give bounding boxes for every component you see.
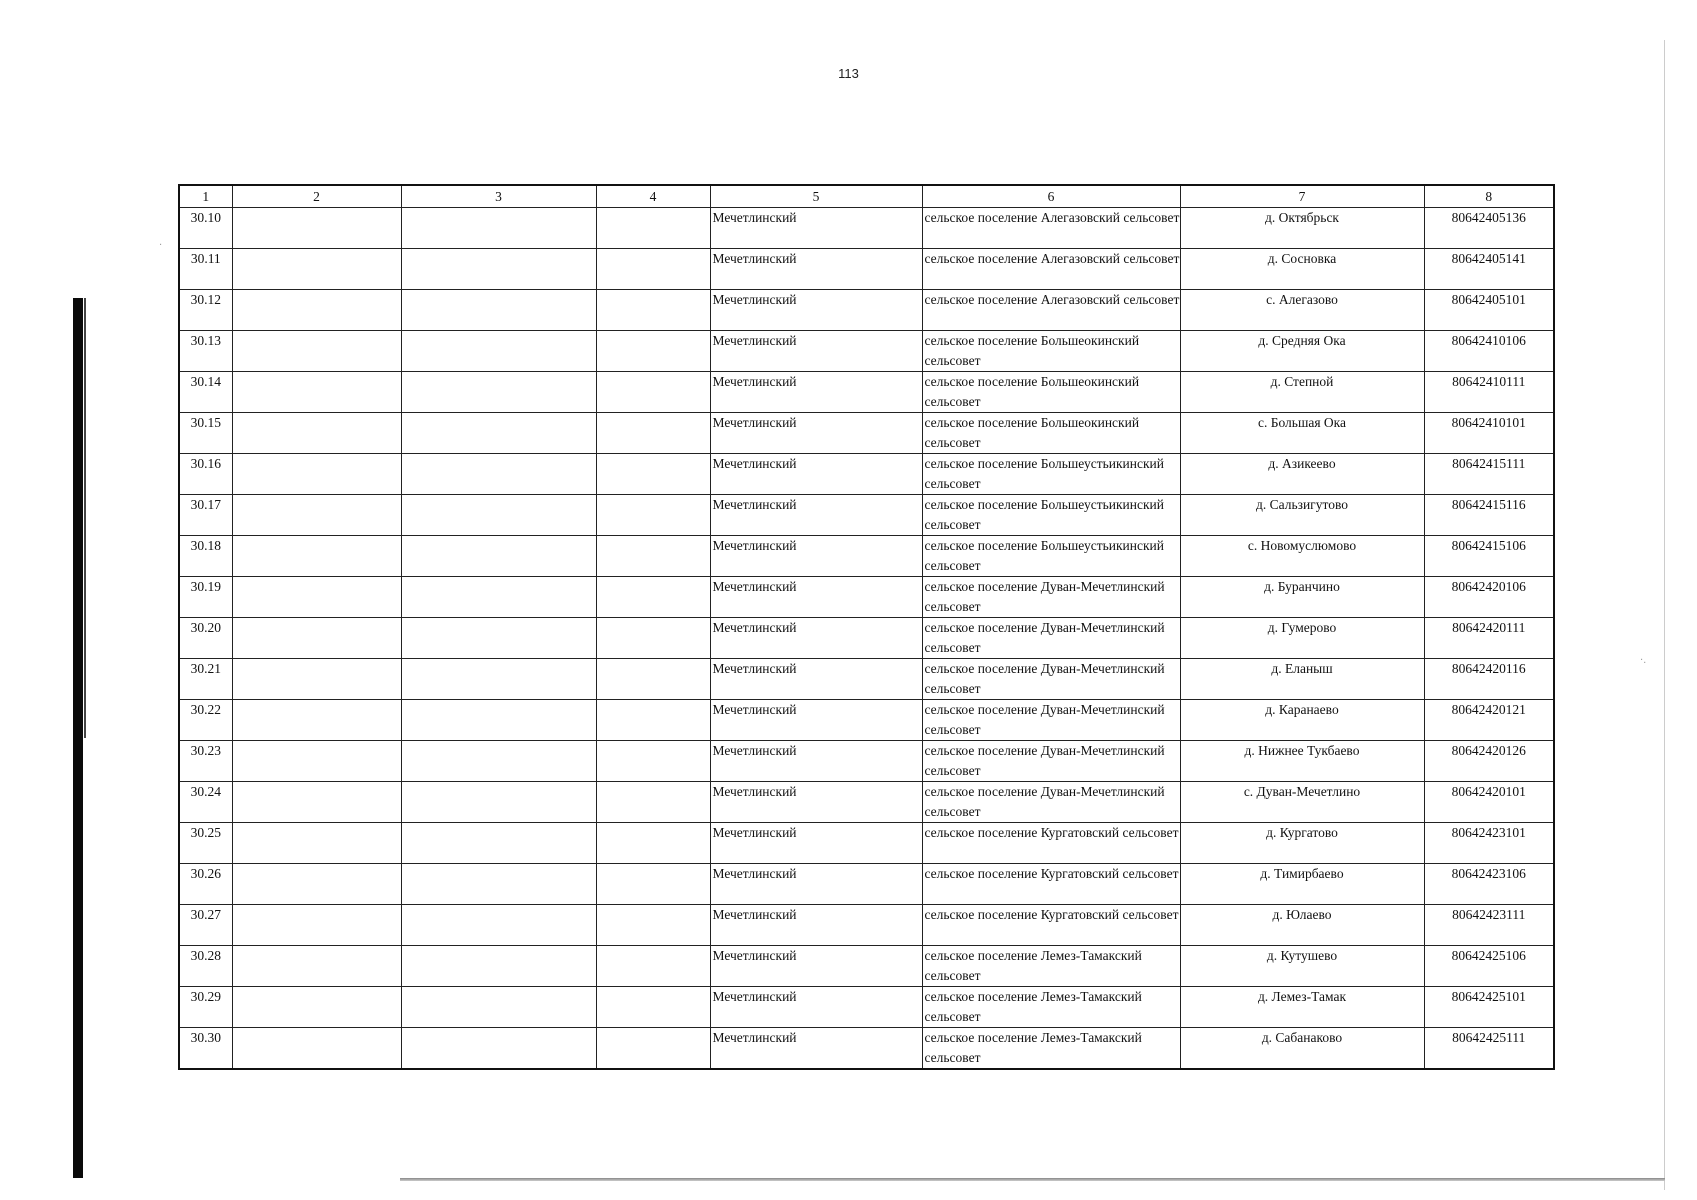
- row-number: 30.11: [179, 249, 232, 290]
- row-number: 30.13: [179, 331, 232, 372]
- cell-col4: [596, 700, 710, 741]
- cell-col2: [232, 372, 401, 413]
- scan-margin-line: [84, 298, 86, 738]
- code-cell: 80642420116: [1424, 659, 1554, 700]
- cell-col2: [232, 454, 401, 495]
- code-cell: 80642423101: [1424, 823, 1554, 864]
- cell-col4: [596, 372, 710, 413]
- district-cell: Мечетлинский: [710, 905, 922, 946]
- district-cell: Мечетлинский: [710, 249, 922, 290]
- cell-col2: [232, 577, 401, 618]
- row-number: 30.20: [179, 618, 232, 659]
- table-row: [179, 495, 1554, 536]
- settlement-cell: сельское поселение Большеокинский сельсовет: [922, 372, 1180, 413]
- cell-col3: [401, 864, 596, 905]
- code-cell: 80642420121: [1424, 700, 1554, 741]
- settlement-cell: сельское поселение Большеустьикинский сельсовет: [922, 495, 1180, 536]
- table-row: [179, 454, 1554, 495]
- code-cell: 80642405141: [1424, 249, 1554, 290]
- district-cell: Мечетлинский: [710, 864, 922, 905]
- row-number: 30.19: [179, 577, 232, 618]
- district-cell: Мечетлинский: [710, 413, 922, 454]
- district-cell: Мечетлинский: [710, 495, 922, 536]
- row-number: 30.15: [179, 413, 232, 454]
- settlement-cell: сельское поселение Дуван-Мечетлинский сельсовет: [922, 782, 1180, 823]
- code-cell: 80642405136: [1424, 208, 1554, 249]
- cell-col3: [401, 987, 596, 1028]
- code-cell: 80642420111: [1424, 618, 1554, 659]
- table-row: [179, 782, 1554, 823]
- district-cell: Мечетлинский: [710, 700, 922, 741]
- locality-cell: д. Тимирбаево: [1180, 864, 1424, 905]
- row-number: 30.10: [179, 208, 232, 249]
- settlement-cell: сельское поселение Большеустьикинский сельсовет: [922, 536, 1180, 577]
- row-number: 30.18: [179, 536, 232, 577]
- locality-cell: д. Юлаево: [1180, 905, 1424, 946]
- cell-col3: [401, 659, 596, 700]
- locality-cell: д. Лемез-Тамак: [1180, 987, 1424, 1028]
- cell-col3: [401, 905, 596, 946]
- page-number: 113: [838, 66, 859, 81]
- cell-col3: [401, 413, 596, 454]
- district-cell: Мечетлинский: [710, 454, 922, 495]
- cell-col4: [596, 290, 710, 331]
- table-row: [179, 741, 1554, 782]
- cell-col3: [401, 372, 596, 413]
- scan-speck: ·: [159, 240, 163, 251]
- code-cell: 80642420106: [1424, 577, 1554, 618]
- cell-col2: [232, 249, 401, 290]
- cell-col2: [232, 208, 401, 249]
- table-row: [179, 290, 1554, 331]
- cell-col3: [401, 290, 596, 331]
- district-cell: Мечетлинский: [710, 536, 922, 577]
- table-row: [179, 987, 1554, 1028]
- settlement-cell: сельское поселение Лемез-Тамакский сельсовет: [922, 1028, 1180, 1070]
- settlement-cell: сельское поселение Кургатовский сельсовет: [922, 864, 1180, 905]
- scan-edge-line: [1664, 40, 1665, 1190]
- locality-cell: с. Новомуслюмово: [1180, 536, 1424, 577]
- settlement-cell: сельское поселение Дуван-Мечетлинский сельсовет: [922, 741, 1180, 782]
- row-number: 30.30: [179, 1028, 232, 1070]
- cell-col2: [232, 987, 401, 1028]
- locality-cell: д. Кутушево: [1180, 946, 1424, 987]
- column-header: 4: [596, 185, 710, 208]
- locality-cell: д. Кургатово: [1180, 823, 1424, 864]
- locality-cell: д. Сабанаково: [1180, 1028, 1424, 1070]
- cell-col4: [596, 823, 710, 864]
- row-number: 30.16: [179, 454, 232, 495]
- row-number: 30.14: [179, 372, 232, 413]
- table-row: [179, 577, 1554, 618]
- cell-col4: [596, 782, 710, 823]
- locality-cell: д. Еланыш: [1180, 659, 1424, 700]
- settlement-cell: сельское поселение Кургатовский сельсовет: [922, 905, 1180, 946]
- cell-col2: [232, 905, 401, 946]
- row-number: 30.25: [179, 823, 232, 864]
- code-cell: 80642420101: [1424, 782, 1554, 823]
- district-cell: Мечетлинский: [710, 823, 922, 864]
- locality-cell: д. Степной: [1180, 372, 1424, 413]
- column-header: 2: [232, 185, 401, 208]
- table-row: [179, 413, 1554, 454]
- cell-col2: [232, 618, 401, 659]
- cell-col4: [596, 454, 710, 495]
- code-cell: 80642410111: [1424, 372, 1554, 413]
- cell-col4: [596, 905, 710, 946]
- locality-cell: д. Октябрьск: [1180, 208, 1424, 249]
- code-cell: 80642423111: [1424, 905, 1554, 946]
- district-cell: Мечетлинский: [710, 1028, 922, 1070]
- cell-col4: [596, 413, 710, 454]
- cell-col3: [401, 1028, 596, 1070]
- cell-col3: [401, 536, 596, 577]
- cell-col4: [596, 249, 710, 290]
- cell-col4: [596, 618, 710, 659]
- cell-col3: [401, 249, 596, 290]
- row-number: 30.28: [179, 946, 232, 987]
- locality-cell: д. Нижнее Тукбаево: [1180, 741, 1424, 782]
- table-row: [179, 700, 1554, 741]
- code-cell: 80642410101: [1424, 413, 1554, 454]
- district-cell: Мечетлинский: [710, 331, 922, 372]
- code-cell: 80642425101: [1424, 987, 1554, 1028]
- row-number: 30.24: [179, 782, 232, 823]
- row-number: 30.26: [179, 864, 232, 905]
- settlement-cell: сельское поселение Большеокинский сельсовет: [922, 413, 1180, 454]
- code-cell: 80642415116: [1424, 495, 1554, 536]
- settlement-cell: сельское поселение Дуван-Мечетлинский сельсовет: [922, 700, 1180, 741]
- cell-col4: [596, 864, 710, 905]
- code-cell: 80642425111: [1424, 1028, 1554, 1070]
- code-cell: 80642415106: [1424, 536, 1554, 577]
- cell-col4: [596, 577, 710, 618]
- code-cell: 80642410106: [1424, 331, 1554, 372]
- settlement-cell: сельское поселение Большеустьикинский сельсовет: [922, 454, 1180, 495]
- district-cell: Мечетлинский: [710, 659, 922, 700]
- scan-margin-bar: [73, 298, 83, 1178]
- row-number: 30.23: [179, 741, 232, 782]
- code-cell: 80642423106: [1424, 864, 1554, 905]
- cell-col2: [232, 413, 401, 454]
- column-header: 3: [401, 185, 596, 208]
- cell-col2: [232, 290, 401, 331]
- settlement-cell: сельское поселение Большеокинский сельсовет: [922, 331, 1180, 372]
- table-row: [179, 249, 1554, 290]
- district-cell: Мечетлинский: [710, 741, 922, 782]
- cell-col4: [596, 1028, 710, 1070]
- settlement-cell: сельское поселение Лемез-Тамакский сельсовет: [922, 946, 1180, 987]
- cell-col3: [401, 495, 596, 536]
- locality-cell: с. Большая Ока: [1180, 413, 1424, 454]
- cell-col4: [596, 331, 710, 372]
- district-cell: Мечетлинский: [710, 782, 922, 823]
- locality-cell: д. Сальзигутово: [1180, 495, 1424, 536]
- locality-cell: с. Алегазово: [1180, 290, 1424, 331]
- cell-col4: [596, 659, 710, 700]
- table-row: [179, 905, 1554, 946]
- cell-col3: [401, 782, 596, 823]
- cell-col2: [232, 946, 401, 987]
- cell-col4: [596, 946, 710, 987]
- cell-col4: [596, 495, 710, 536]
- column-header: 6: [922, 185, 1180, 208]
- cell-col2: [232, 700, 401, 741]
- table-row: [179, 946, 1554, 987]
- cell-col3: [401, 454, 596, 495]
- table-row: [179, 331, 1554, 372]
- cell-col4: [596, 741, 710, 782]
- table-row: [179, 823, 1554, 864]
- settlement-cell: сельское поселение Лемез-Тамакский сельсовет: [922, 987, 1180, 1028]
- cell-col3: [401, 741, 596, 782]
- district-cell: Мечетлинский: [710, 372, 922, 413]
- district-cell: Мечетлинский: [710, 618, 922, 659]
- cell-col4: [596, 536, 710, 577]
- row-number: 30.12: [179, 290, 232, 331]
- table-row: [179, 864, 1554, 905]
- settlements-table: [178, 184, 1555, 1070]
- code-cell: 80642420126: [1424, 741, 1554, 782]
- cell-col2: [232, 864, 401, 905]
- row-number: 30.29: [179, 987, 232, 1028]
- cell-col4: [596, 987, 710, 1028]
- locality-cell: с. Дуван-Мечетлино: [1180, 782, 1424, 823]
- cell-col3: [401, 331, 596, 372]
- district-cell: Мечетлинский: [710, 987, 922, 1028]
- locality-cell: д. Сосновка: [1180, 249, 1424, 290]
- cell-col2: [232, 823, 401, 864]
- settlement-cell: сельское поселение Алегазовский сельсовет: [922, 249, 1180, 290]
- table-row: [179, 618, 1554, 659]
- column-header: 8: [1424, 185, 1554, 208]
- scan-bottom-line: [400, 1178, 1665, 1181]
- table-row: [179, 1028, 1554, 1070]
- cell-col3: [401, 618, 596, 659]
- locality-cell: д. Азикеево: [1180, 454, 1424, 495]
- settlement-cell: сельское поселение Дуван-Мечетлинский сельсовет: [922, 618, 1180, 659]
- column-header: 5: [710, 185, 922, 208]
- cell-col2: [232, 741, 401, 782]
- cell-col3: [401, 700, 596, 741]
- settlement-cell: сельское поселение Кургатовский сельсовет: [922, 823, 1180, 864]
- cell-col2: [232, 1028, 401, 1070]
- row-number: 30.17: [179, 495, 232, 536]
- cell-col2: [232, 782, 401, 823]
- row-number: 30.22: [179, 700, 232, 741]
- table-row: [179, 372, 1554, 413]
- settlement-cell: сельское поселение Алегазовский сельсовет: [922, 208, 1180, 249]
- scan-speck: ·.: [1640, 655, 1647, 666]
- column-header: 1: [179, 185, 232, 208]
- table-row: [179, 536, 1554, 577]
- cell-col3: [401, 823, 596, 864]
- code-cell: 80642425106: [1424, 946, 1554, 987]
- column-header: 7: [1180, 185, 1424, 208]
- cell-col2: [232, 495, 401, 536]
- cell-col3: [401, 577, 596, 618]
- row-number: 30.21: [179, 659, 232, 700]
- row-number: 30.27: [179, 905, 232, 946]
- district-cell: Мечетлинский: [710, 946, 922, 987]
- cell-col4: [596, 208, 710, 249]
- cell-col2: [232, 331, 401, 372]
- cell-col3: [401, 946, 596, 987]
- header-row: [179, 185, 1554, 208]
- cell-col2: [232, 659, 401, 700]
- settlement-cell: сельское поселение Алегазовский сельсовет: [922, 290, 1180, 331]
- district-cell: Мечетлинский: [710, 290, 922, 331]
- table-row: [179, 208, 1554, 249]
- settlement-cell: сельское поселение Дуван-Мечетлинский сельсовет: [922, 577, 1180, 618]
- locality-cell: д. Каранаево: [1180, 700, 1424, 741]
- district-cell: Мечетлинский: [710, 577, 922, 618]
- code-cell: 80642405101: [1424, 290, 1554, 331]
- table-row: [179, 659, 1554, 700]
- locality-cell: д. Средняя Ока: [1180, 331, 1424, 372]
- locality-cell: д. Гумерово: [1180, 618, 1424, 659]
- settlement-cell: сельское поселение Дуван-Мечетлинский сельсовет: [922, 659, 1180, 700]
- cell-col3: [401, 208, 596, 249]
- code-cell: 80642415111: [1424, 454, 1554, 495]
- locality-cell: д. Буранчино: [1180, 577, 1424, 618]
- district-cell: Мечетлинский: [710, 208, 922, 249]
- cell-col2: [232, 536, 401, 577]
